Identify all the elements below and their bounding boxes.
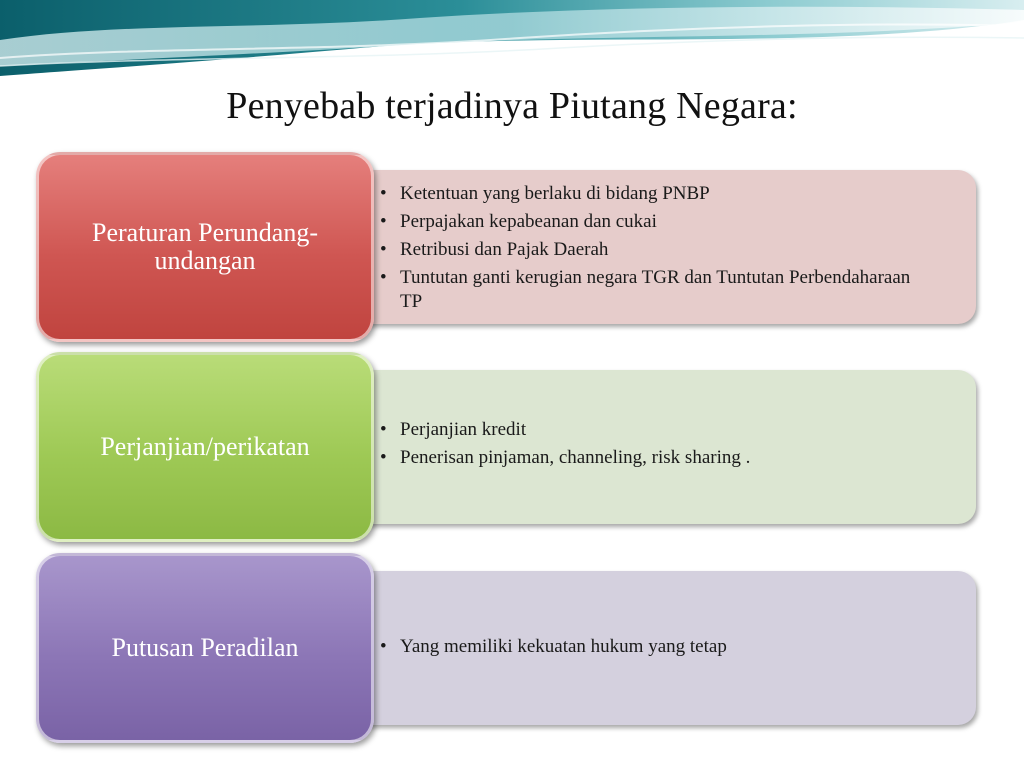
category-label: Peraturan Perundang-undangan	[92, 218, 318, 275]
list-item: • Tuntutan ganti kerugian negara TGR dan Tuntutan Perbendaharaan TP	[376, 266, 936, 314]
list-item: • Penerisan pinjaman, channeling, risk sharing .	[376, 446, 936, 470]
header-wave-decoration	[0, 0, 1024, 80]
detail-panel	[336, 170, 976, 324]
slide-title: Penyebab terjadinya Piutang Negara:	[226, 85, 798, 127]
list-item: • Perpajakan kepabeanan dan cukai	[376, 210, 936, 234]
category-box	[36, 352, 374, 542]
detail-list	[336, 182, 936, 318]
list-item: • Perjanjian kredit	[376, 418, 936, 442]
detail-list	[336, 418, 936, 474]
detail-list	[336, 635, 936, 663]
cause-row-regulations	[36, 152, 976, 344]
cause-row-agreements	[36, 352, 976, 544]
category-label: Perjanjian/perikatan	[100, 432, 310, 461]
list-item: • Retribusi dan Pajak Daerah	[376, 238, 936, 262]
category-box	[36, 553, 374, 743]
cause-row-court-decisions	[36, 553, 976, 745]
list-item: • Ketentuan yang berlaku di bidang PNBP	[376, 182, 936, 206]
category-label: Putusan Peradilan	[111, 633, 299, 662]
detail-panel	[336, 571, 976, 725]
detail-panel	[336, 370, 976, 524]
category-box	[36, 152, 374, 342]
list-item: • Yang memiliki kekuatan hukum yang tetap	[376, 635, 936, 659]
